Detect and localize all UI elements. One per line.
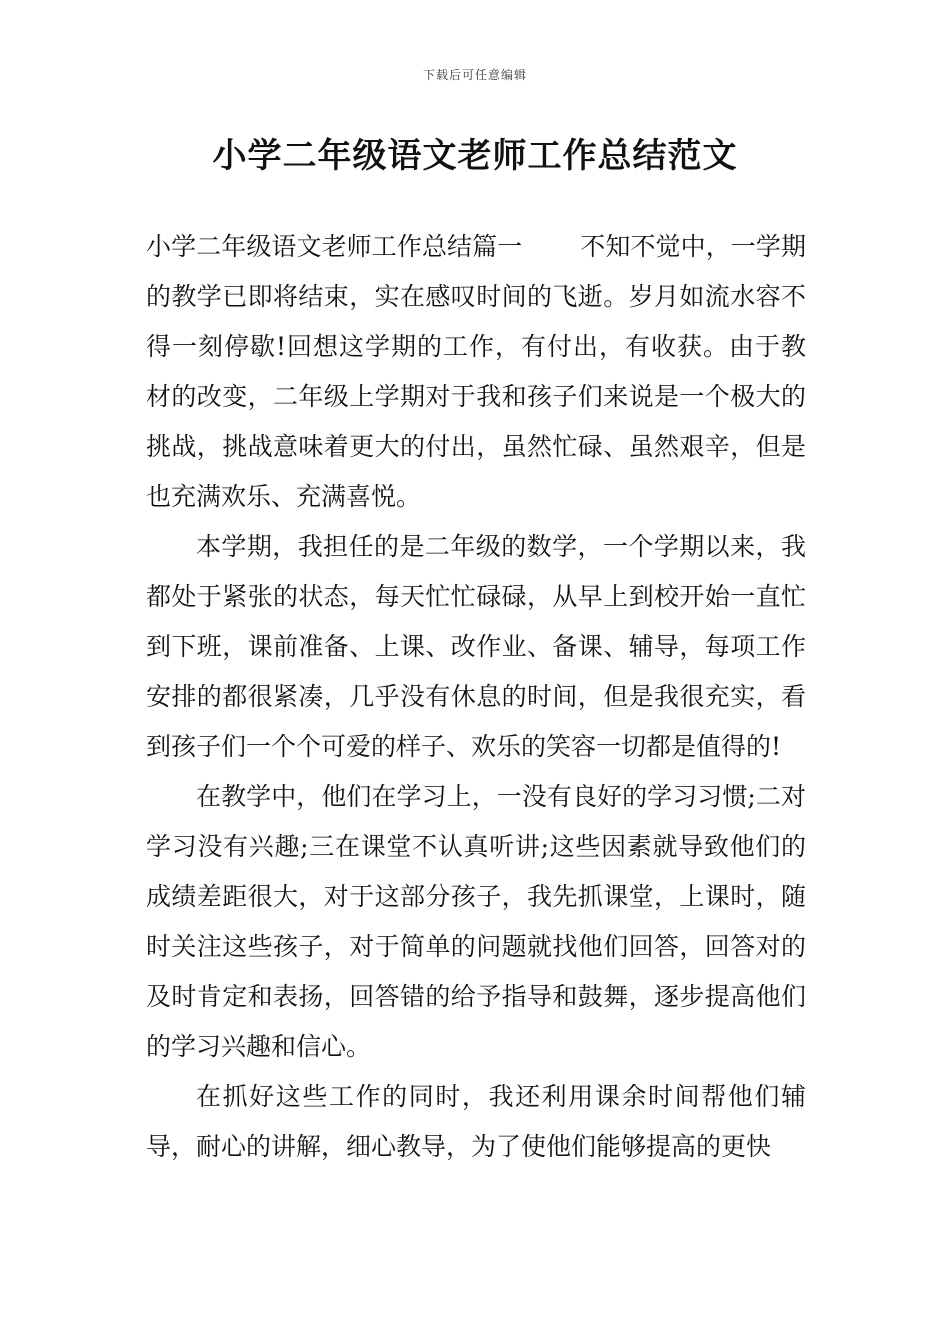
intro-text: 不知不觉中，一学期的教学已即将结束，实在感叹时间的飞逝。岁月如流水容不得一刻停歇!回想这学期的工作，有付出，有收获。由于教材的改变，二年级上学期对于我和孩子们来说是一个极大的挑战，挑战意味着更大的付出，虽然忙碌、虽然艰辛，但是也充满欢乐、充满喜悦。 (146, 232, 806, 511)
intro-paragraph (146, 222, 806, 522)
body-paragraph-1: 本学期，我担任的是二年级的数学，一个学期以来，我都处于紧张的状态，每天忙忙碌碌，从早上到校开始一直忙到下班，课前准备、上课、改作业、备课、辅导，每项工作安排的都很紧凑，几乎没有休息的时间，但是我很充实，看到孩子们一个个可爱的样子、欢乐的笑容一切都是值得的! (146, 532, 806, 761)
header-note: 下载后可任意编辑 (422, 68, 527, 82)
body-paragraph-3: 在抓好这些工作的同时，我还利用课余时间帮他们辅导，耐心的讲解，细心教导，为了使他们能够提高的更快 (146, 1082, 806, 1161)
document-title: 小学二年级语文老师工作总结范文 (212, 136, 738, 176)
body-paragraph-2: 在教学中，他们在学习上，一没有良好的学习习惯;二对学习没有兴趣;三在课堂不认真听讲;这些因素就导致他们的成绩差距很大，对于这部分孩子，我先抓课堂，上课时，随时关注这些孩子，对于简单的问题就找他们回答，回答对的及时肯定和表扬，回答错的给予指导和鼓舞，逐步提高他们的学习兴趣和信心。 (146, 782, 806, 1061)
document-body (146, 222, 806, 1172)
section-heading: 小学二年级语文老师工作总结篇一 (146, 232, 523, 261)
